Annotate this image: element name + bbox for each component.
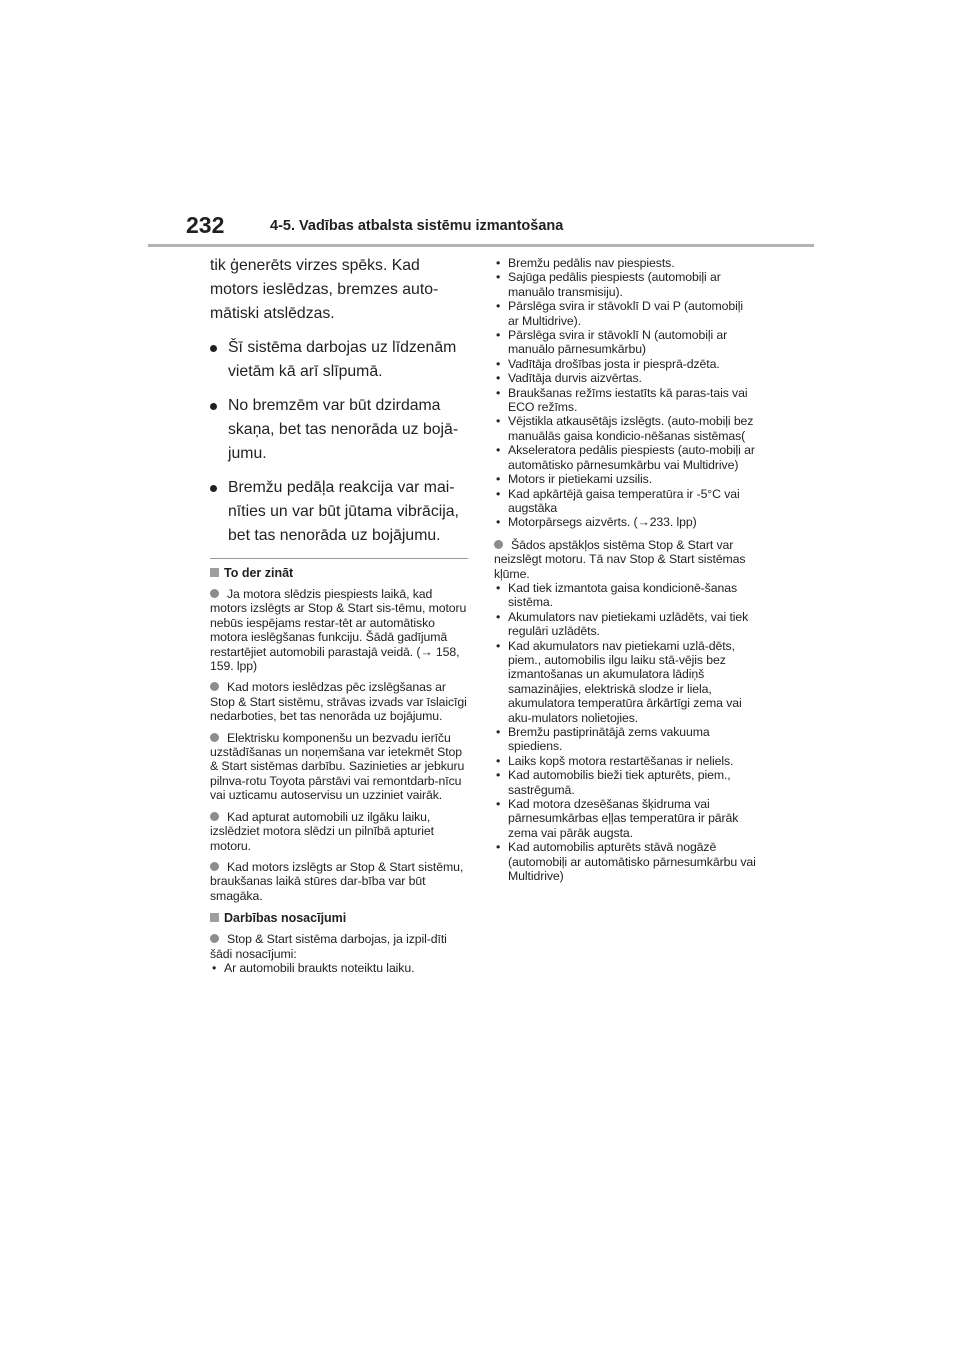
left-column (210, 254, 472, 975)
bullet-dot-icon (210, 485, 217, 492)
list-item-text: Kad motora dzesēšanas šķidruma vai pārnesumkārbas eļļas temperatūra ir pārāk zema vai pārāk augsta. (508, 797, 739, 840)
note-item (494, 538, 756, 581)
list-item: • Kad automobilis bieži tiek apturēts, piem., sastrēgumā. (496, 768, 731, 797)
page-number: 232 (186, 212, 225, 238)
bullet-item (210, 476, 472, 548)
list-item: • Vējstikla atkausētājs izslēgts. (auto-mobiļi bez manuālās gaisa kondicio-nēšanas sistēmas( (496, 414, 754, 443)
circle-bullet-icon (210, 733, 219, 742)
list-item-text: Kad automobilis bieži tiek apturēts, piem., sastrēgumā. (508, 768, 731, 797)
bullet-dot-icon (210, 403, 217, 410)
list-item-text: Motorpārsegs aizvērts. (→233. lpp) (508, 515, 697, 530)
list-item: • Pārslēga svira ir stāvoklī N (automobiļi ar manuālo pārnesumkārbu) (496, 328, 728, 357)
note-text: Kad apturat automobili uz ilgāku laiku, izslēdziet motora slēdzi un pilnībā apturiet motoru. (210, 809, 434, 853)
list-item-text: Vadītāja drošības josta ir piesprā-dzēta. (508, 356, 720, 371)
note-text: Ja motora slēdzis piespiests laikā, kad motors izslēgts ar Stop & Start sis-tēmu, motoru nebūs iespējams restar-tēt ar automātisko motora ieslēgšanas funkciju. Šādā gadījumā restartējiet automobili parastajā veidā. (→ 158, 159. lpp) (210, 587, 467, 674)
bullet-dot-icon (210, 345, 217, 352)
note-text: Stop & Start sistēma darbojas, ja izpil-dīti šādi nosacījumi: (210, 932, 447, 961)
bullet-text: Bremžu pedāļa reakcija var mai-nīties un var būt jūtama vibrācija, bet tas nenorāda uz bojājumu. (228, 479, 459, 544)
right-column (494, 256, 756, 883)
list-item: • Kad automobilis apturēts stāvā nogāzē (automobiļi ar automātisko pārnesumkārbu vai Multidrive) (496, 840, 756, 884)
section-divider (210, 558, 468, 559)
list-item-text: Kad apkārtējā gaisa temperatūra ir -5°C vai augstāka (508, 486, 740, 515)
circle-bullet-icon (210, 934, 219, 943)
list-item: • Sajūga pedālis piespiests (automobiļi ar manuālo transmisiju). (496, 270, 721, 299)
note-text: Kad motors ieslēdzas pēc izslēgšanas ar Stop & Start sistēmu, strāvas izvads var īslaicīgi nedarboties, bet tas nenorāda uz bojājumu. (210, 680, 467, 724)
list-item: • Akumulators nav pietiekami uzlādēts, vai tiek regulāri uzlādēts. (496, 609, 749, 639)
intro-text: tik ģenerēts virzes spēks. Kad motors ieslēdzas, bremzes auto-mātiski atslēdzas. (210, 257, 439, 322)
section-heading (210, 910, 472, 926)
list-item-text: Kad automobilis apturēts stāvā nogāzē (automobiļi ar automātisko pārnesumkārbu vai Multidrive) (508, 840, 756, 884)
list-item-text: Kad akumulators nav pietiekami uzlā-dēts, piem., automobilis ilgu laiku stā-vējis bez izmantošanas un akumulatora lādiņš samazinājies, elektriskā slodze ir liela, akumulatora temperatūra ārkārtīgi zema vai aku-mulators nolietojies. (508, 638, 742, 725)
list-item-text: Akseleratora pedālis piespiests (auto-mobiļi ar automātisko pārnesumkārbu vai Multidrive) (508, 443, 755, 472)
list-item-text: Bremžu pastiprinātājā zems vakuuma spiediens. (508, 725, 710, 754)
list-item: • Bremžu pastiprinātājā zems vakuuma spiediens. (496, 725, 710, 754)
note-text: Elektrisku komponenšu un bezvadu ierīču uzstādīšanas un noņemšana var ietekmēt Stop & Start sistēmas darbību. Sazinieties ar jebkuru pilnva-rotu Toyota pārstāvi vai remontdarb-nīcu vai uzticamu autoservisu un uzziniet vairāk. (210, 730, 465, 803)
note-item (210, 587, 472, 673)
note-item (210, 932, 472, 961)
note-item (210, 731, 472, 803)
circle-bullet-icon (210, 589, 219, 598)
reasons-list (494, 581, 756, 884)
section-title: 4-5. Vadības atbalsta sistēmu izmantošana (270, 218, 564, 234)
bullet-text: Šī sistēma darbojas uz līdzenām vietām kā arī slīpumā. (228, 339, 457, 380)
list-item: • Kad akumulators nav pietiekami uzlā-dēts, piem., automobilis ilgu laiku stā-vējis bez izmantošanas un akumulatora lādiņš samazinājies, elektriskā slodze ir liela, akumulatora temperatūra ārkārtīgi zema vai aku-mulators nolietojies. (496, 638, 742, 725)
square-bullet-icon (210, 568, 219, 577)
list-item-text: Akumulators nav pietiekami uzlādēts, vai tiek regulāri uzlādēts. (508, 609, 749, 639)
note-item (210, 860, 472, 903)
list-item-text: Pārslēga svira ir stāvoklī D vai P (automobiļi ar Multidrive). (508, 299, 744, 328)
list-item-text: Braukšanas režīms iestatīts kā paras-tais vai ECO režīms. (508, 385, 748, 415)
section-heading-text: Darbības nosacījumi (224, 911, 347, 926)
list-item: • Laiks kopš motora restartēšanas ir neliels. (496, 753, 734, 768)
list-item-text: Bremžu pedālis nav piespiests. (508, 256, 675, 270)
section-heading (210, 565, 472, 581)
list-item-text: Vējstikla atkausētājs izslēgts. (auto-mobiļi bez manuālās gaisa kondicio-nēšanas sistēmas( (508, 414, 754, 443)
list-item: • Braukšanas režīms iestatīts kā paras-tais vai ECO režīms. (496, 385, 748, 415)
list-item: • Kad tiek izmantota gaisa kondicionē-šanas sistēma. (496, 580, 737, 610)
list-item: • Vadītāja drošības josta ir piesprā-dzēta. (496, 356, 720, 371)
note-text: Šādos apstākļos sistēma Stop & Start var neizslēgt motoru. Tā nav Stop & Start sistēmas kļūme. (494, 537, 746, 581)
list-item-text: Vadītāja durvis aizvērtas. (508, 371, 642, 386)
bullet-item (210, 394, 472, 466)
list-item-text: Motors ir pietiekami uzsilis. (508, 472, 653, 487)
list-item: • Ar automobili braukts noteiktu laiku. (212, 960, 415, 975)
list-item: • Vadītāja durvis aizvērtas. (496, 371, 642, 386)
header-rule (148, 244, 814, 247)
note-item (210, 810, 472, 853)
circle-bullet-icon (210, 862, 219, 871)
circle-bullet-icon (210, 682, 219, 691)
list-item: • Motorpārsegs aizvērts. (→233. lpp) (496, 515, 697, 530)
list-item: • Akseleratora pedālis piespiests (auto-mobiļi ar automātisko pārnesumkārbu vai Multidrive) (496, 443, 755, 472)
list-item: • Kad motora dzesēšanas šķidruma vai pārnesumkārbas eļļas temperatūra ir pārāk zema vai pārāk augsta. (496, 797, 739, 840)
list-item-text: Laiks kopš motora restartēšanas ir neliels. (508, 753, 734, 768)
list-item: • Kad apkārtējā gaisa temperatūra ir -5°C vai augstāka (496, 486, 740, 515)
circle-bullet-icon (494, 540, 503, 549)
note-text: Kad motors izslēgts ar Stop & Start sistēmu, braukšanas laikā stūres dar-bība var būt smagāka. (210, 859, 464, 903)
note-item (210, 680, 472, 723)
bullet-text: No bremzēm var būt dzirdama skaņa, bet tas nenorāda uz bojā-jumu. (228, 397, 459, 462)
conditions-list-continued (494, 256, 756, 530)
list-item-text: Ar automobili braukts noteiktu laiku. (224, 960, 415, 975)
list-item: • Motors ir pietiekami uzsilis. (496, 472, 653, 487)
list-item: • Bremžu pedālis nav piespiests. (496, 256, 675, 270)
list-item: • Pārslēga svira ir stāvoklī D vai P (automobiļi ar Multidrive). (496, 299, 744, 328)
list-item-text: Sajūga pedālis piespiests (automobiļi ar manuālo transmisiju). (508, 270, 721, 299)
bullet-item (210, 336, 472, 384)
list-item-text: Kad tiek izmantota gaisa kondicionē-šanas sistēma. (508, 580, 737, 610)
circle-bullet-icon (210, 812, 219, 821)
section-heading-text: To der zināt (224, 566, 294, 580)
list-item-text: Pārslēga svira ir stāvoklī N (automobiļi ar manuālo pārnesumkārbu) (508, 328, 728, 357)
square-bullet-icon (210, 913, 219, 922)
conditions-list (210, 961, 472, 975)
